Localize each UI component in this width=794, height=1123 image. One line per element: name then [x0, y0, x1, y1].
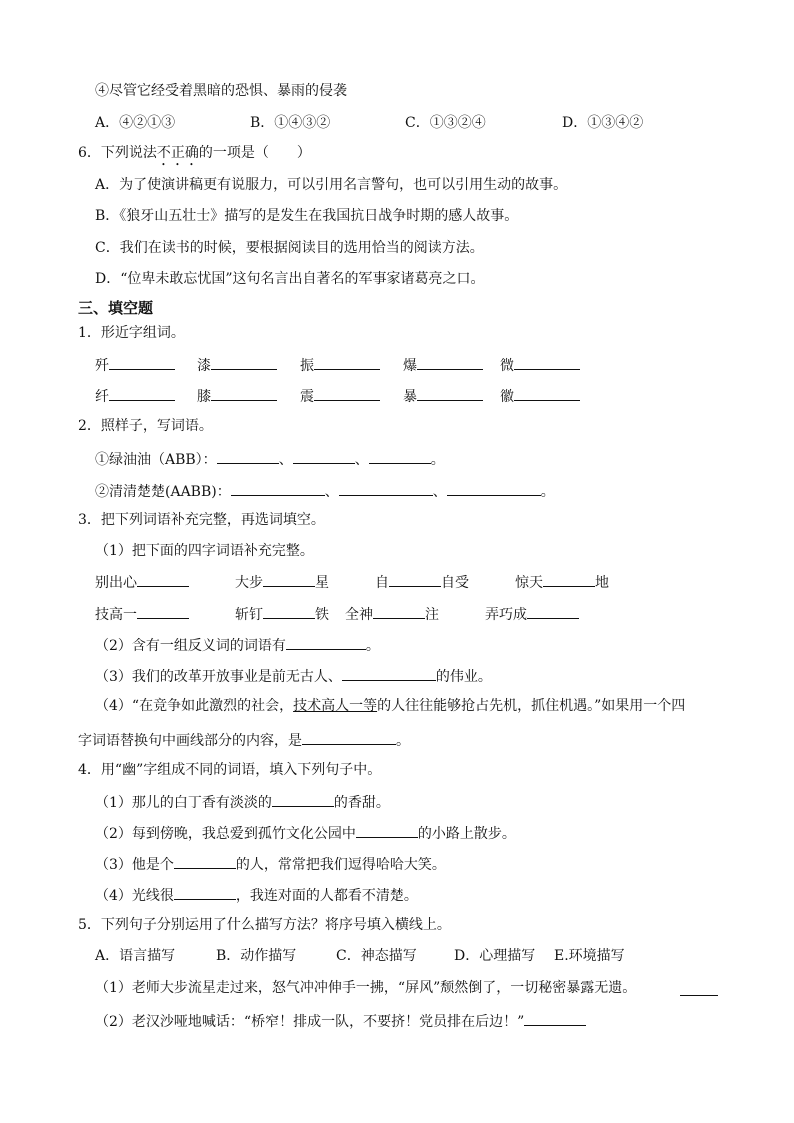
answer-blank[interactable] — [211, 354, 277, 370]
answer-blank[interactable] — [174, 853, 236, 869]
answer-blank[interactable] — [263, 603, 315, 619]
answer-blank[interactable] — [286, 634, 366, 650]
fq1-cell: 爆 — [403, 354, 483, 376]
fq4-s2: （2）每到傍晚，我总爱到孤竹文化公园中 的小路上散步。 — [95, 822, 516, 844]
answer-blank[interactable] — [389, 571, 441, 587]
answer-blank[interactable] — [356, 822, 418, 838]
fq1-cell: 纤 — [95, 385, 175, 407]
fq3-sub2: （2）含有一组反义词的词语有 。 — [95, 634, 380, 656]
fq3-sub1: （1）把下面的四字词语补充完整。 — [95, 543, 314, 559]
answer-blank[interactable] — [302, 729, 396, 745]
answer-blank[interactable] — [314, 385, 380, 401]
answer-blank[interactable] — [524, 1010, 586, 1026]
fq1-cell: 膝 — [197, 385, 277, 407]
fq5-s1: （1）老师大步流星走过来，怒气冲冲伸手一拂，“屏风”颓然倒了，一切秘密暴露无遗。 — [95, 980, 637, 996]
answer-blank[interactable] — [137, 603, 189, 619]
idiom-cell: 别出心 — [95, 571, 189, 593]
fq1-cell: 徽 — [500, 385, 580, 407]
answer-blank[interactable] — [217, 448, 279, 464]
fq1-cell: 歼 — [95, 354, 175, 376]
idiom-cell: 弄巧成 — [485, 603, 579, 625]
answer-blank[interactable] — [109, 385, 175, 401]
answer-blank[interactable] — [373, 603, 425, 619]
fq5-option-d: D．心理描写 — [454, 948, 536, 964]
fq2-stem: 2．照样子，写词语。 — [78, 418, 213, 434]
fq2-row-b: ②清清楚楚(AABB)： 、 、 。 — [95, 480, 555, 502]
fq5-option-c: C．神态描写 — [336, 948, 417, 964]
answer-blank[interactable] — [339, 480, 433, 496]
fq3-sub3: （3）我们的改革开放事业是前无古人、 的伟业。 — [95, 665, 492, 687]
idiom-cell: 惊天 地 — [515, 571, 609, 593]
fq1-cell: 振 — [300, 354, 380, 376]
q5-option-b: B．①④③② — [250, 115, 331, 131]
fq5-s2: （2）老汉沙哑地喊话：“桥窄！排成一队，不要挤！党员排在后边！” — [95, 1010, 586, 1032]
idiom-cell: 大步 星 — [235, 571, 329, 593]
q5-option-d: D．①③④② — [562, 115, 644, 131]
q5-option-c: C．①③②④ — [405, 115, 486, 131]
fq5-option-e: E.环境描写 — [554, 948, 625, 964]
q6-option-c: C．我们在读书的时候，要根据阅读目的选用恰当的阅读方法。 — [95, 240, 484, 256]
answer-blank[interactable] — [514, 385, 580, 401]
idiom-cell: 自 自受 — [375, 571, 469, 593]
answer-blank[interactable] — [527, 603, 579, 619]
answer-blank[interactable] — [231, 480, 325, 496]
fq1-cell: 漆 — [197, 354, 277, 376]
answer-blank[interactable] — [680, 980, 718, 996]
fq4-s3: （3）他是个 的人，常常把我们逗得哈哈大笑。 — [95, 853, 446, 875]
answer-blank[interactable] — [174, 884, 236, 900]
answer-blank[interactable] — [263, 571, 315, 587]
answer-blank[interactable] — [342, 665, 436, 681]
q5-option-a: A．④②①③ — [95, 115, 176, 131]
fq3-stem: 3．把下列词语补充完整，再选词填空。 — [78, 512, 325, 528]
fq5-stem: 5．下列句子分别运用了什么描写方法？将序号填入横线上。 — [78, 917, 451, 933]
answer-blank[interactable] — [314, 354, 380, 370]
fq1-stem: 1．形近字组词。 — [78, 325, 185, 341]
fq2-row-a: ①绿油油（ABB）： 、 、 。 — [95, 448, 445, 470]
answer-blank[interactable] — [137, 571, 189, 587]
idiom-cell: 斩钉 铁 — [235, 603, 329, 625]
q5-item-4: ④尽管它经受着黑暗的恐惧、暴雨的侵袭 — [95, 83, 347, 99]
fq4-s4: （4）光线很 ，我连对面的人都看不清楚。 — [95, 884, 418, 906]
answer-blank[interactable] — [272, 791, 334, 807]
answer-blank[interactable] — [447, 480, 541, 496]
fq4-s1: （1）那儿的白丁香有淡淡的 的香甜。 — [95, 791, 390, 813]
answer-blank[interactable] — [293, 448, 355, 464]
answer-blank[interactable] — [417, 385, 483, 401]
emphasized-text: 不正确 — [156, 145, 199, 161]
idiom-cell: 技高一 — [95, 603, 189, 625]
fq1-cell: 暴 — [403, 385, 483, 407]
answer-blank[interactable] — [417, 354, 483, 370]
answer-blank[interactable] — [211, 385, 277, 401]
fq4-stem: 4．用“幽”字组成不同的词语，填入下列句子中。 — [78, 762, 382, 778]
section-title: 三、填空题 — [78, 299, 154, 317]
q6-option-b: B．《狼牙山五壮士》描写的是发生在我国抗日战争时期的感人故事。 — [95, 208, 519, 224]
underlined-phrase: 技术高人一等 — [293, 698, 378, 714]
answer-blank[interactable] — [514, 354, 580, 370]
fq5-option-a: A．语言描写 — [95, 948, 176, 964]
fq1-cell: 微 — [500, 354, 580, 376]
answer-blank[interactable] — [543, 571, 595, 587]
answer-blank[interactable] — [369, 448, 431, 464]
answer-blank[interactable] — [109, 354, 175, 370]
q6-option-d: D．“位卑未敢忘忧国”这句名言出自著名的军事家诸葛亮之口。 — [95, 271, 485, 287]
idiom-cell: 全神 注 — [345, 603, 439, 625]
q6-stem: 6．下列说法不正确的一项是（ ） — [78, 145, 311, 161]
fq3-sub4-cont: 字词语替换句中画线部分的内容，是 。 — [78, 729, 410, 751]
fq3-sub4: （4）“在竞争如此激烈的社会，技术高人一等的人往往能够抢占先机，抓住机遇。”如果用一个四 — [95, 698, 686, 714]
q6-option-a: A．为了使演讲稿更有说服力，可以引用名言警句，也可以引用生动的故事。 — [95, 177, 568, 193]
fq1-cell: 震 — [300, 385, 380, 407]
fq5-option-b: B．动作描写 — [216, 948, 297, 964]
